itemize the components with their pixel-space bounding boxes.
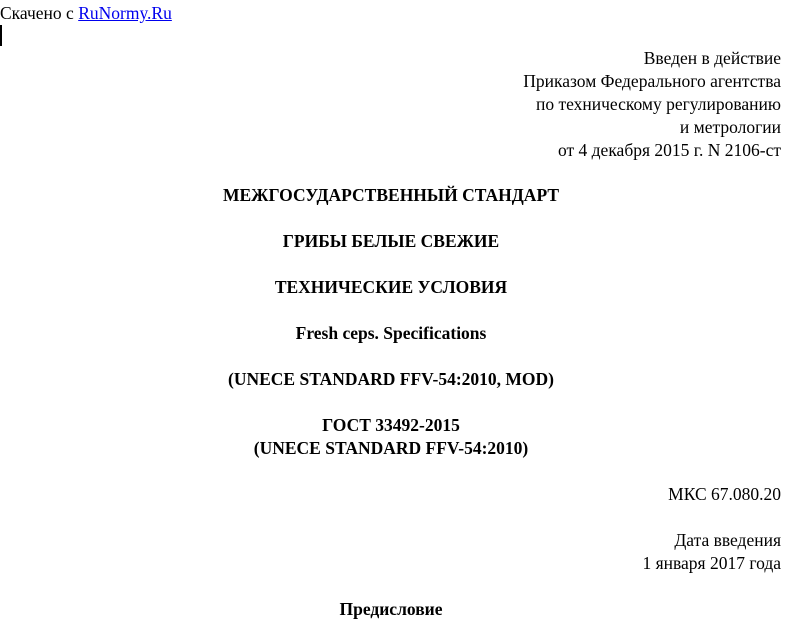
standard-designation: ГОСТ 33492-2015 [322,415,460,435]
source-prefix: Скачено с [0,3,74,23]
standard-designation-reference: (UNECE STANDARD FFV-54:2010) [253,438,529,458]
introduction-line: от 4 декабря 2015 г. N 2106-ст [557,140,781,160]
effective-date-label: Дата введения [674,530,781,550]
introduction-line: по техническому регулированию [535,94,781,114]
introduction-line: Введен в действие [643,48,781,68]
standard-type-heading: МЕЖГОСУДАРСТВЕННЫЙ СТАНДАРТ [222,185,560,205]
introduction-line: Приказом Федерального агентства [523,71,781,91]
text-cursor [0,25,2,46]
runormy-link[interactable]: RuNormy.Ru [78,3,172,23]
preface-heading: Предисловие [339,599,443,619]
effective-date: 1 января 2017 года [642,553,781,573]
mks-code: МКС 67.080.20 [668,484,781,504]
standard-modification: (UNECE STANDARD FFV-54:2010, MOD) [228,369,554,389]
standard-title-english: Fresh ceps. Specifications [295,323,487,343]
standard-subtitle: ТЕХНИЧЕСКИЕ УСЛОВИЯ [274,277,508,297]
source-line [0,2,172,25]
introduction-line: и метрологии [679,117,781,137]
standard-title: ГРИБЫ БЕЛЫЕ СВЕЖИЕ [282,231,500,251]
introduction-block [523,47,781,162]
